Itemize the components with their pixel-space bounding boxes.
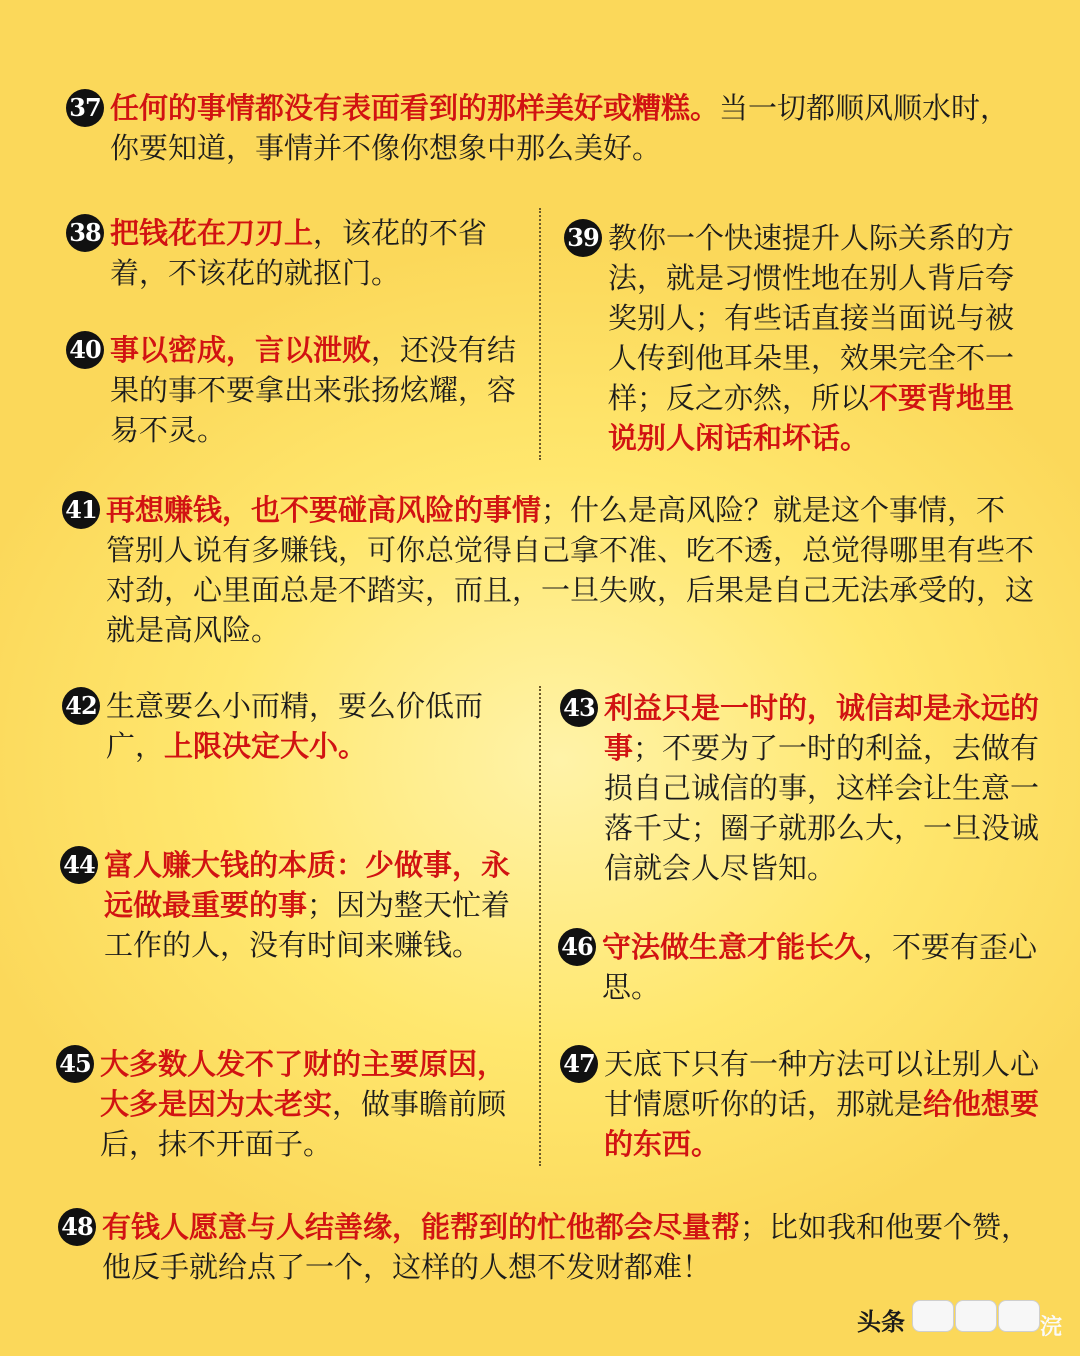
- tip-38: [66, 213, 536, 293]
- watermark-logo: 头条: [857, 1308, 905, 1336]
- number-badge: 46: [558, 928, 596, 966]
- tip-45: [56, 1044, 532, 1164]
- tip-40: [66, 330, 532, 450]
- tip-41: [62, 490, 1034, 650]
- tip-44: [60, 845, 530, 965]
- tip-highlight: 再想赚钱，也不要碰高风险的事情: [106, 493, 542, 527]
- number-badge: 47: [560, 1045, 598, 1083]
- tip-highlight: 上限决定大小。: [164, 729, 368, 763]
- tip-text: ；不要为了一时的利益，去做有损自己诚信的事，这样会让生意一落千丈；圈子就那么大，一旦没诚信就会人尽皆知。: [604, 731, 1040, 885]
- tip-text: ，不要有歪心思。: [602, 930, 1038, 1004]
- number-badge: 37: [66, 89, 104, 127]
- number-badge: 41: [62, 491, 100, 529]
- column-divider-top: [539, 208, 541, 460]
- watermark-avatar-icon: [955, 1300, 997, 1332]
- watermark-avatar-icon: [998, 1300, 1040, 1332]
- tip-47: [560, 1044, 1042, 1164]
- watermark-avatar-icon: [912, 1300, 954, 1332]
- watermark-tail: 浣: [1040, 1315, 1063, 1340]
- tip-37: [66, 88, 1026, 168]
- tip-text: ；比如我和他要个赞，他反手就给点了一个，这样的人想不发财都难！: [102, 1210, 1031, 1284]
- tip-46: [558, 927, 1040, 1007]
- tip-text: ，做事瞻前顾后，抹不开面子。: [100, 1087, 507, 1161]
- tip-text: 当一切都顺风顺水时，你要知道，事情并不像你想象中那么美好。: [110, 91, 1010, 165]
- tip-text: 生意要么小而精，要么价低而广，: [106, 689, 484, 763]
- number-badge: 43: [560, 689, 598, 727]
- column-divider-bottom: [539, 686, 541, 1166]
- tip-highlight: 不要背地里说别人闲话和坏话。: [608, 381, 1015, 455]
- tip-48: [58, 1207, 1038, 1287]
- tip-highlight: 有钱人愿意与人结善缘，能帮到的忙他都会尽量帮: [102, 1210, 741, 1244]
- number-badge: 42: [62, 687, 100, 725]
- number-badge: 45: [56, 1045, 94, 1083]
- tip-highlight: 任何的事情都没有表面看到的那样美好或糟糕。: [110, 91, 720, 125]
- tip-43: [560, 688, 1042, 888]
- number-badge: 48: [58, 1208, 96, 1246]
- tip-text: 教你一个快速提升人际关系的方法，就是习惯性地在别人背后夸奖别人；有些话直接当面说与被人传到他耳朵里，效果完全不一样；反之亦然，所以: [608, 221, 1015, 415]
- tip-highlight: 把钱花在刀刃上: [110, 216, 314, 250]
- tip-highlight: 守法做生意才能长久: [602, 930, 864, 964]
- tip-highlight: 利益只是一时的，诚信却是永远的事: [604, 691, 1040, 765]
- number-badge: 44: [60, 846, 98, 884]
- tip-39: [564, 218, 1024, 458]
- number-badge: 40: [66, 331, 104, 369]
- tip-text: 天底下只有一种方法可以让别人心甘情愿听你的话，那就是: [604, 1047, 1040, 1121]
- tip-highlight: 大多数人发不了财的主要原因，大多是因为太老实: [100, 1047, 507, 1121]
- tip-text: ，还没有结果的事不要拿出来张扬炫耀，容易不灵。: [110, 333, 517, 447]
- tip-highlight: 事以密成，言以泄败: [110, 333, 372, 367]
- tip-42: [62, 686, 534, 766]
- tip-text: ；因为整天忙着工作的人，没有时间来赚钱。: [104, 888, 511, 962]
- number-badge: 38: [66, 214, 104, 252]
- tip-text: ，该花的不省着，不该花的就抠门。: [110, 216, 488, 290]
- tip-highlight: 富人赚大钱的本质：少做事，永远做最重要的事: [104, 848, 511, 922]
- number-badge: 39: [564, 219, 602, 257]
- tip-highlight: 给他想要的东西。: [604, 1087, 1040, 1161]
- tip-text: ；什么是高风险？就是这个事情，不管别人说有多赚钱，可你总觉得自己拿不准、吃不透，总觉得哪里有些不对劲，心里面总是不踏实，而且，一旦失败，后果是自己无法承受的，这就是高风险。: [106, 493, 1035, 647]
